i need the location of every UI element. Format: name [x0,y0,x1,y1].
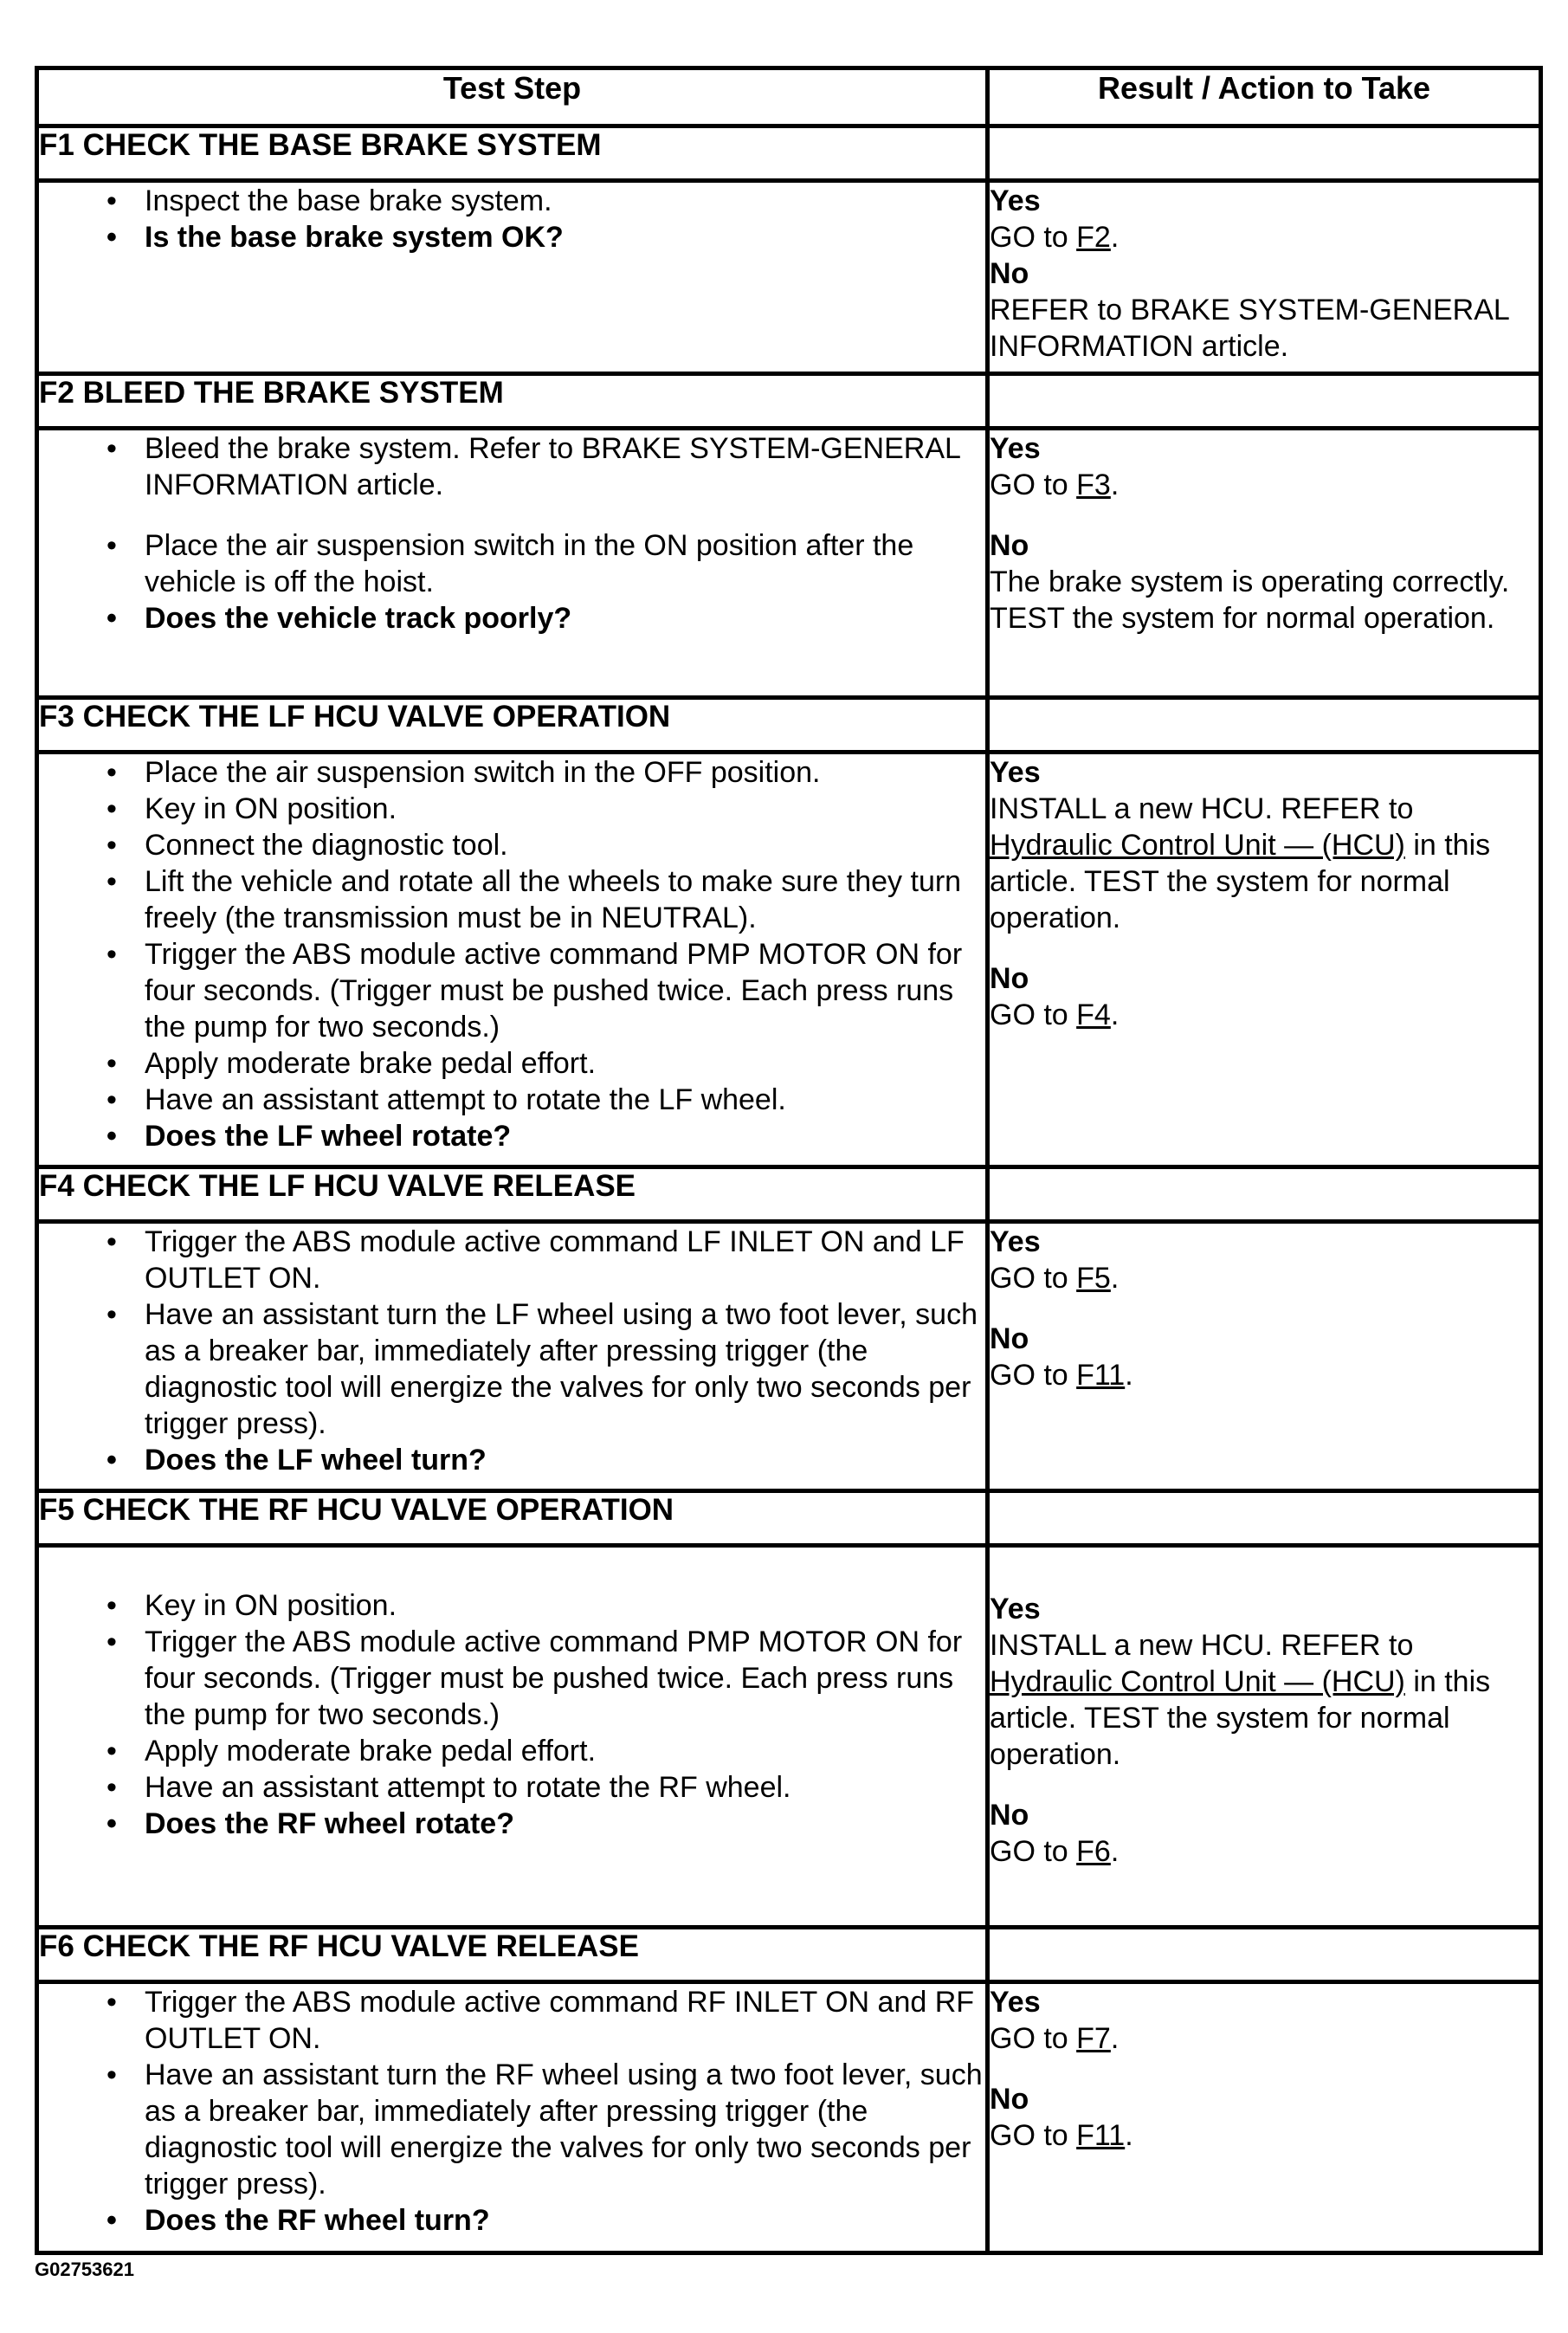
step-body-row [37,753,1541,1167]
yes-label: Yes [990,1986,1041,2019]
result-cell [988,753,1541,1167]
list-item: • Have an assistant turn the LF wheel using a two foot lever, such as a breaker bar, immediately after pressing trigger (the diagnostic tool will energize the valves for only two seconds per trigger press). [39,1296,985,1442]
step-title-row [37,126,1541,181]
no-action: GO to F11. [990,2119,1133,2152]
yes-action: GO to F3. [990,469,1120,501]
step-title: F1 CHECK THE BASE BRAKE SYSTEM [37,126,988,181]
step-title: F2 BLEED THE BRAKE SYSTEM [37,374,988,429]
step-bullets [37,429,988,698]
test-step-table [35,66,1543,2255]
step-bullets [37,1222,988,1491]
no-action: GO to F11. [990,1359,1133,1392]
result-header: Result / Action to Take [988,68,1541,126]
hcu-link[interactable]: Hydraulic Control Unit — (HCU) [990,829,1405,862]
yes-label: Yes [990,756,1041,789]
no-action: REFER to BRAKE SYSTEM-GENERAL INFORMATION article. [990,294,1509,363]
list-item: • Key in ON position. [39,791,985,827]
no-action: The brake system is operating correctly. TEST the system for normal operation. [990,565,1510,635]
no-label: No [990,1322,1029,1355]
list-item: • Trigger the ABS module active command PMP MOTOR ON for four seconds. (Trigger must be pushed twice. Each press runs the pump for two seconds.) [39,936,985,1045]
goto-link[interactable]: F3 [1076,469,1111,501]
list-item: • Have an assistant attempt to rotate the RF wheel. [39,1769,985,1806]
step-bullets [37,181,988,374]
step-body-row [37,1982,1541,2253]
no-label: No [990,529,1029,562]
yes-action: INSTALL a new HCU. REFER to Hydraulic Control Unit — (HCU) in this article. TEST the system for normal operation. [990,792,1491,934]
step-body-row [37,1222,1541,1491]
step-bullets [37,1546,988,1928]
yes-label: Yes [990,1593,1041,1625]
goto-link[interactable]: F5 [1076,1262,1111,1295]
question-item: • Does the LF wheel turn? [39,1442,985,1478]
goto-link[interactable]: F6 [1076,1835,1111,1868]
list-item: • Apply moderate brake pedal effort. [39,1045,985,1082]
step-title-row [37,1167,1541,1222]
yes-action: INSTALL a new HCU. REFER to Hydraulic Control Unit — (HCU) in this article. TEST the system for normal operation. [990,1629,1491,1771]
goto-link[interactable]: F11 [1076,2119,1126,2152]
test-procedure-document [35,66,1539,2255]
figure-id: G02753621 [35,2259,134,2280]
step-title-row [37,698,1541,753]
result-top-cell [988,374,1541,429]
step-title: F4 CHECK THE LF HCU VALVE RELEASE [37,1167,988,1222]
list-item: • Apply moderate brake pedal effort. [39,1733,985,1769]
step-title: F6 CHECK THE RF HCU VALVE RELEASE [37,1928,988,1982]
result-top-cell [988,1167,1541,1222]
hcu-link[interactable]: Hydraulic Control Unit — (HCU) [990,1665,1405,1698]
question-item: • Does the LF wheel rotate? [39,1118,985,1154]
result-top-cell [988,698,1541,753]
yes-action: GO to F2. [990,221,1120,254]
goto-link[interactable]: F7 [1076,2022,1111,2055]
step-title-row [37,1928,1541,1982]
list-item: • Trigger the ABS module active command RF INLET ON and RF OUTLET ON. [39,1984,985,2057]
step-title: F5 CHECK THE RF HCU VALVE OPERATION [37,1491,988,1546]
list-item: • Lift the vehicle and rotate all the wheels to make sure they turn freely (the transmission must be in NEUTRAL). [39,863,985,936]
question-item: • Does the vehicle track poorly? [39,600,985,637]
list-item: • Have an assistant attempt to rotate the LF wheel. [39,1082,985,1118]
step-title-row [37,374,1541,429]
test-step-header: Test Step [37,68,988,126]
step-body-row [37,429,1541,698]
step-body-row [37,181,1541,374]
yes-action: GO to F5. [990,1262,1120,1295]
result-top-cell [988,1928,1541,1982]
list-item: • Place the air suspension switch in the ON position after the vehicle is off the hoist. [39,527,985,600]
list-item: • Place the air suspension switch in the OFF position. [39,754,985,791]
goto-link[interactable]: F11 [1076,1359,1126,1392]
result-top-cell [988,1491,1541,1546]
yes-label: Yes [990,184,1041,217]
list-item: • Inspect the base brake system. [39,183,985,219]
list-item: • Trigger the ABS module active command LF INLET ON and LF OUTLET ON. [39,1224,985,1296]
result-cell [988,181,1541,374]
result-top-cell [988,126,1541,181]
question-item: • Does the RF wheel rotate? [39,1806,985,1842]
result-cell [988,1546,1541,1928]
list-item: • Key in ON position. [39,1587,985,1624]
step-title-row [37,1491,1541,1546]
yes-label: Yes [990,1225,1041,1258]
goto-link[interactable]: F4 [1076,998,1111,1031]
no-action: GO to F6. [990,1835,1120,1868]
step-body-row [37,1546,1541,1928]
yes-label: Yes [990,432,1041,465]
no-label: No [990,257,1029,290]
list-item: • Have an assistant turn the RF wheel using a two foot lever, such as a breaker bar, immediately after pressing trigger (the diagnostic tool will energize the valves for only two seconds per trigger press). [39,2057,985,2202]
question-item: • Does the RF wheel turn? [39,2202,985,2239]
table-header-row [37,68,1541,126]
step-bullets [37,753,988,1167]
result-cell [988,1222,1541,1491]
no-label: No [990,1799,1029,1832]
result-cell [988,1982,1541,2253]
no-label: No [990,2083,1029,2116]
no-action: GO to F4. [990,998,1120,1031]
step-bullets [37,1982,988,2253]
result-cell [988,429,1541,698]
goto-link[interactable]: F2 [1076,221,1111,254]
list-item: • Bleed the brake system. Refer to BRAKE SYSTEM-GENERAL INFORMATION article. [39,430,985,503]
list-item: • Trigger the ABS module active command PMP MOTOR ON for four seconds. (Trigger must be pushed twice. Each press runs the pump for two seconds.) [39,1624,985,1733]
step-title: F3 CHECK THE LF HCU VALVE OPERATION [37,698,988,753]
question-item: • Is the base brake system OK? [39,219,985,255]
no-label: No [990,962,1029,995]
yes-action: GO to F7. [990,2022,1120,2055]
list-item: • Connect the diagnostic tool. [39,827,985,863]
